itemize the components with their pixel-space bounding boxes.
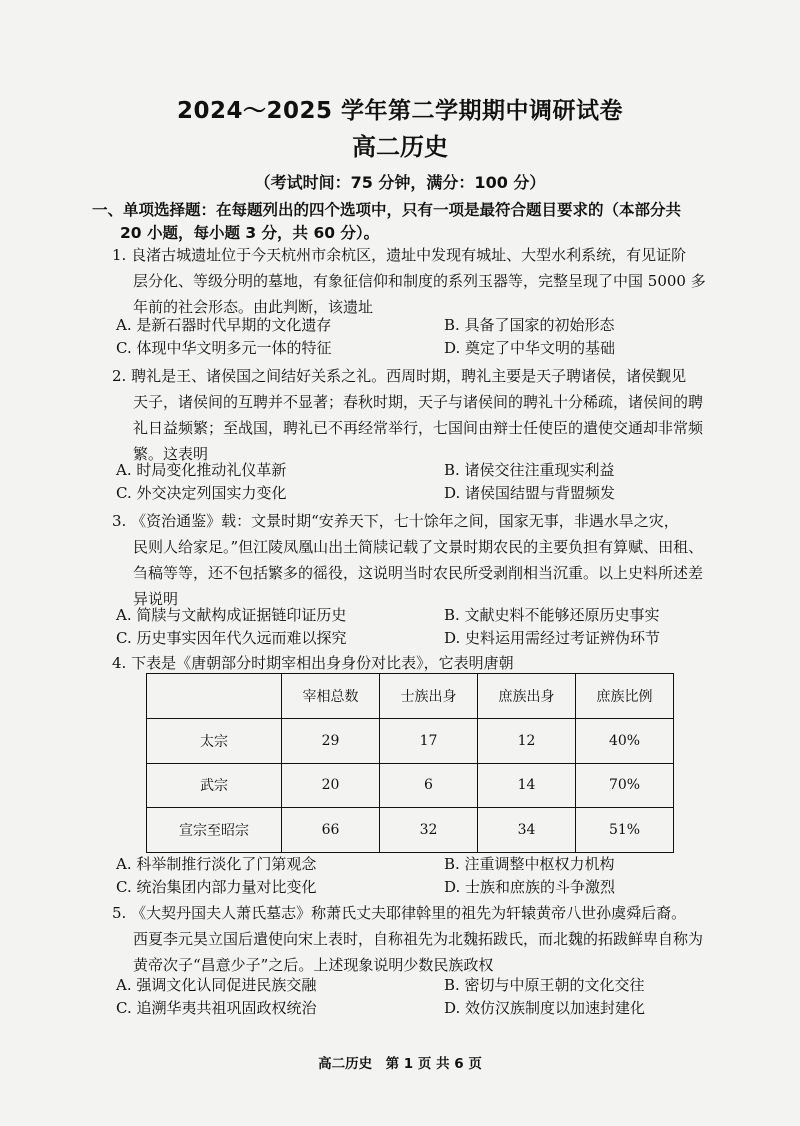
question-line: 年前的社会形态。由此判断，该遗址 xyxy=(133,298,374,316)
table-cell: 太宗 xyxy=(147,718,282,763)
table-cell: 宣宗至昭宗 xyxy=(147,808,282,853)
table-header-cell: 庶族出身 xyxy=(478,674,576,719)
option-b: B. 具备了国家的初始形态 xyxy=(444,316,615,334)
section-line: 20 小题，每小题 3 分，共 60 分）。 xyxy=(120,224,380,242)
exam-subject: 高二历史 xyxy=(352,133,448,161)
question-line: 层分化、等级分明的墓地，有象征信仰和制度的系列玉器等，完整呈现了中国 5000 多 xyxy=(133,272,706,290)
table-row xyxy=(147,718,674,763)
option-a: A. 时局变化推动礼仪革新 xyxy=(116,461,287,479)
table-header-cell: 宰相总数 xyxy=(282,674,380,719)
table-header-cell: 士族出身 xyxy=(380,674,478,719)
question-line: 西夏李元昊立国后遣使向宋上表时，自称祖先为北魏拓跋氏，而北魏的拓跋鲜卑自称为 xyxy=(133,930,704,948)
table-cell: 14 xyxy=(478,763,576,808)
question-4-options xyxy=(116,853,776,899)
question-line: 民则人给家足。”但江陵凤凰山出土简牍记载了文景时期农民的主要负担有算赋、田租、 xyxy=(133,538,704,556)
option-d: D. 诸侯国结盟与背盟频发 xyxy=(444,484,616,502)
table-cell: 12 xyxy=(478,718,576,763)
question-1-options xyxy=(116,314,776,360)
question-line: 刍稿等等，还不包括繁多的徭役，这说明当时农民所受剥削相当沉重。以上史料所述差 xyxy=(133,564,704,582)
option-a: A. 科举制推行淡化了门第观念 xyxy=(116,855,317,873)
table-header-cell: 庶族比例 xyxy=(576,674,674,719)
table-cell: 51% xyxy=(576,808,674,853)
table-row xyxy=(147,763,674,808)
table-cell: 70% xyxy=(576,763,674,808)
table-cell: 20 xyxy=(282,763,380,808)
option-d: D. 效仿汉族制度以加速封建化 xyxy=(444,999,646,1017)
question-line: 4. 下表是《唐朝部分时期宰相出身身份对比表》，它表明唐朝 xyxy=(112,654,514,672)
option-d: D. 士族和庶族的斗争激烈 xyxy=(444,878,616,896)
question-line: 1. 良渚古城遗址位于今天杭州市余杭区，遗址中发现有城址、大型水利系统，有见证阶 xyxy=(112,246,687,264)
table-cell: 34 xyxy=(478,808,576,853)
option-b: B. 注重调整中枢权力机构 xyxy=(444,855,615,873)
option-c: C. 外交决定列国实力变化 xyxy=(116,484,287,502)
table-header-row xyxy=(147,674,674,719)
table-row xyxy=(147,808,674,853)
option-b: B. 密切与中原王朝的文化交往 xyxy=(444,976,645,994)
table-header-cell xyxy=(147,674,282,719)
table-cell: 6 xyxy=(380,763,478,808)
option-c: C. 追溯华夷共祖巩固政权统治 xyxy=(116,999,317,1017)
question-2-options xyxy=(116,459,776,505)
exam-info: （考试时间：75 分钟，满分：100 分） xyxy=(254,173,546,192)
page-footer: 高二历史 第 1 页 共 6 页 xyxy=(318,1056,482,1072)
question-line: 3. 《资治通鉴》载：文景时期“安养天下，七十馀年之间，国家无事，非遇水旱之灾， xyxy=(112,512,679,530)
section-line: 一、单项选择题：在每题列出的四个选项中，只有一项是最符合题目要求的（本部分共 xyxy=(92,201,682,219)
question-1 xyxy=(112,242,782,320)
option-c: C. 统治集团内部力量对比变化 xyxy=(116,878,317,896)
option-c: C. 体现中华文明多元一体的特征 xyxy=(116,339,332,357)
question-3-options xyxy=(116,604,776,650)
table-cell: 66 xyxy=(282,808,380,853)
option-b: B. 诸侯交往注重现实利益 xyxy=(444,461,615,479)
question-line: 异说明 xyxy=(133,590,179,608)
question-3 xyxy=(112,508,782,612)
question-line: 5. 《大契丹国夫人萧氏墓志》称萧氏丈夫耶律斡里的祖先为轩辕黄帝八世孙虞舜后裔。 xyxy=(112,904,687,922)
option-d: D. 史料运用需经过考证辨伪环节 xyxy=(444,629,661,647)
question-line: 礼日益频繁；至战国，聘礼已不再经常举行，七国间由辩士任使臣的遣使交通却非常频 xyxy=(133,419,704,437)
table-cell: 武宗 xyxy=(147,763,282,808)
section-heading xyxy=(92,199,782,245)
option-a: A. 强调文化认同促进民族交融 xyxy=(116,976,317,994)
question-line: 2. 聘礼是王、诸侯国之间结好关系之礼。西周时期，聘礼主要是天子聘诸侯，诸侯觐见 xyxy=(112,367,687,385)
question-line: 天子，诸侯间的互聘并不显著；春秋时期，天子与诸侯间的聘礼十分稀疏，诸侯间的聘 xyxy=(133,393,704,411)
question-2 xyxy=(112,363,782,467)
question-5 xyxy=(112,900,782,978)
table-cell: 40% xyxy=(576,718,674,763)
chancellor-origin-table xyxy=(146,673,674,853)
exam-title: 2024～2025 学年第二学期期中调研试卷 xyxy=(176,98,624,124)
question-5-options xyxy=(116,974,776,1020)
option-d: D. 奠定了中华文明的基础 xyxy=(444,339,616,357)
question-line: 繁。这表明 xyxy=(133,445,209,463)
option-c: C. 历史事实因年代久远而难以探究 xyxy=(116,629,347,647)
table-cell: 29 xyxy=(282,718,380,763)
table-cell: 17 xyxy=(380,718,478,763)
question-line: 黄帝次子“昌意少子”之后。上述现象说明少数民族政权 xyxy=(133,956,494,974)
option-a: A. 简牍与文献构成证据链印证历史 xyxy=(116,606,347,624)
table-cell: 32 xyxy=(380,808,478,853)
option-a: A. 是新石器时代早期的文化遗存 xyxy=(116,316,332,334)
option-b: B. 文献史料不能够还原历史事实 xyxy=(444,606,660,624)
